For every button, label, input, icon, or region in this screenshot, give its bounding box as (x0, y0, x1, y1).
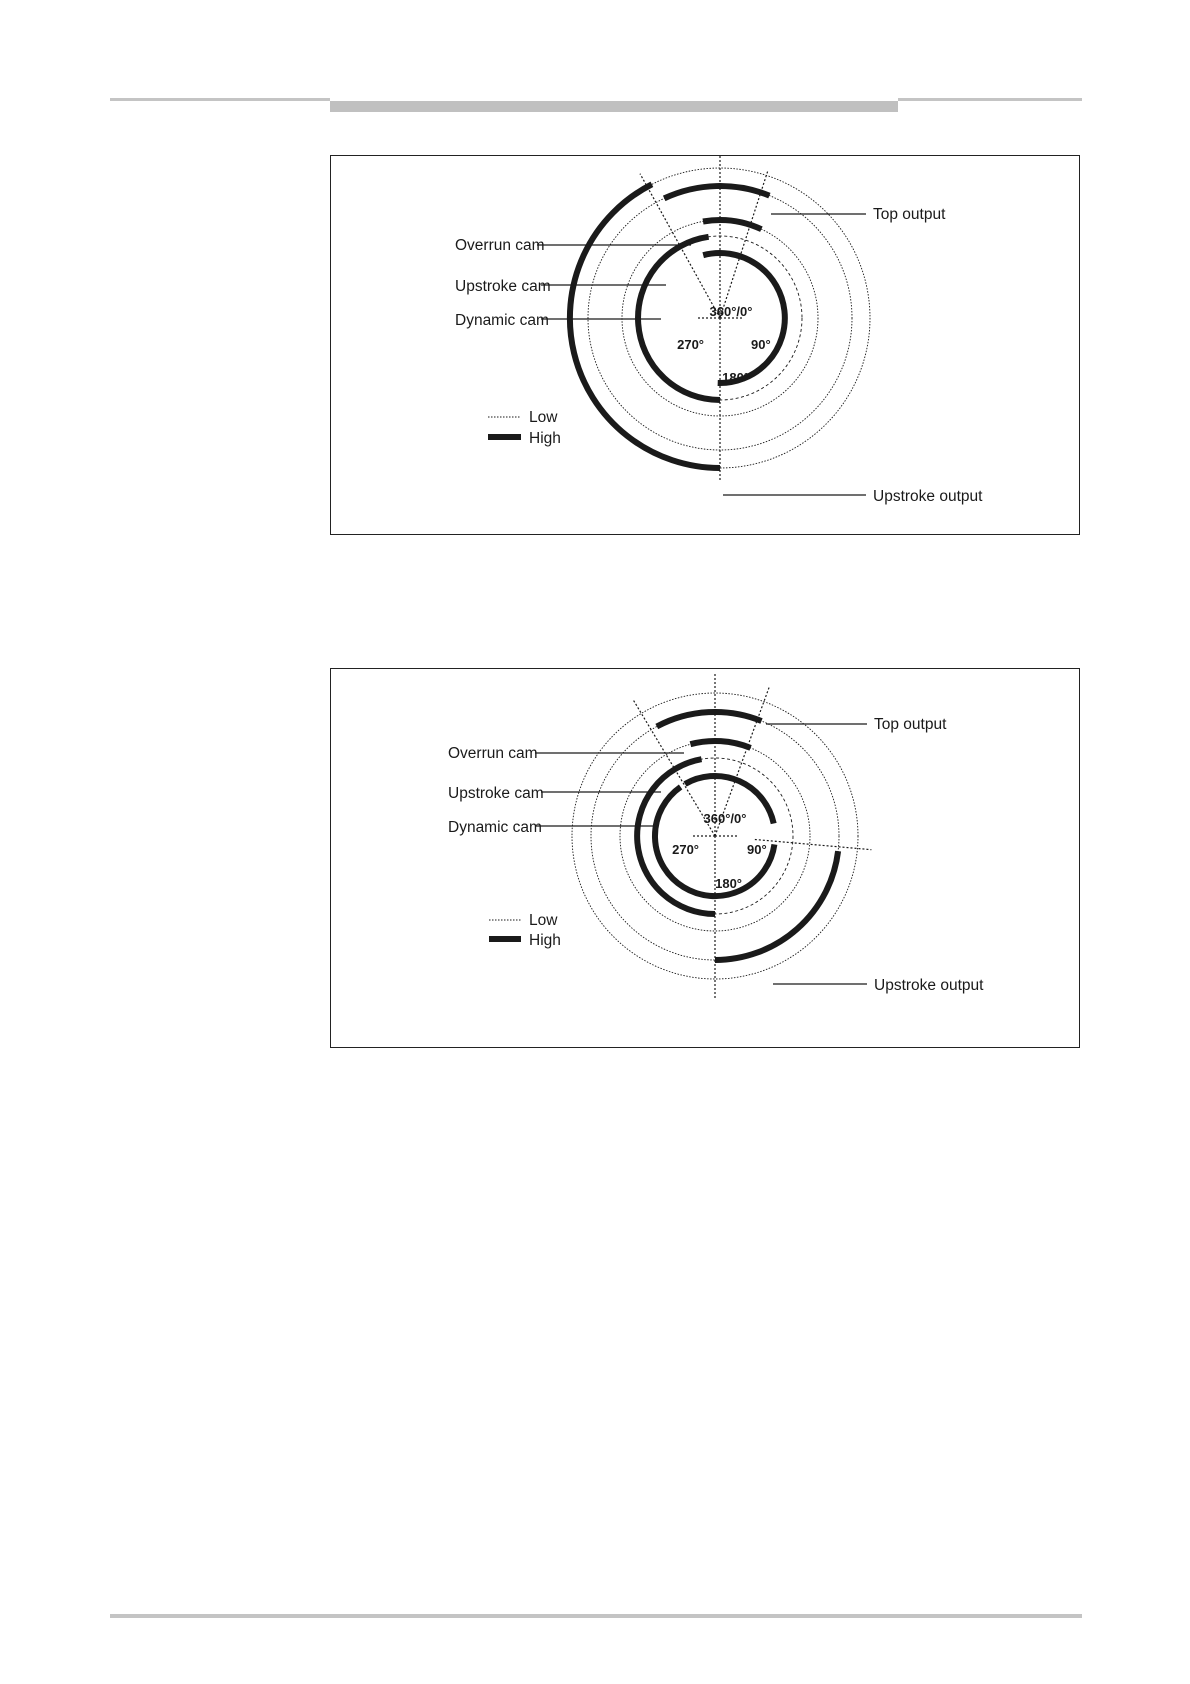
legend-high-label: High (529, 932, 561, 949)
leader-lines (535, 724, 867, 984)
dynamic-cam-label: Dynamic cam (448, 819, 542, 836)
dynamic-cam-label: Dynamic cam (455, 312, 549, 329)
cam-diagram-1-graphic (331, 156, 1081, 536)
overrun-cam-label: Overrun cam (455, 237, 545, 254)
upstroke-cam-label: Upstroke cam (455, 278, 551, 295)
overrun-cam-arc (690, 741, 750, 748)
upstroke-output-arc (715, 851, 838, 960)
angle-label-right: 90° (751, 337, 771, 352)
top-output-label: Top output (874, 716, 947, 733)
cam-diagram-2-graphic (331, 669, 1081, 1049)
header-bar (330, 101, 898, 112)
header-rule-right (898, 98, 1082, 101)
angle-label-left: 270° (672, 842, 699, 857)
angle-label-bottom: 180° (715, 876, 742, 891)
top-output-arc (657, 712, 762, 727)
legend-low-label: Low (529, 912, 558, 929)
upstroke-output-label: Upstroke output (873, 488, 983, 505)
cam-diagram-1 (330, 155, 1080, 535)
angle-label-top: 360°/0° (709, 304, 753, 319)
angle-label-left: 270° (677, 337, 704, 352)
footer-rule (110, 1614, 1082, 1618)
legend-high-label: High (529, 430, 561, 447)
angle-label-right: 90° (747, 842, 767, 857)
cam-diagram-2 (330, 668, 1080, 1048)
upstroke-output-label: Upstroke output (874, 977, 984, 994)
top-output-arc (664, 186, 769, 198)
high-state-arcs (637, 712, 838, 960)
overrun-cam-arc (703, 220, 761, 229)
upstroke-cam-label: Upstroke cam (448, 785, 544, 802)
legend-low-label: Low (529, 409, 558, 426)
angle-label-bottom: 180° (722, 370, 749, 385)
upstroke-cam-arc (637, 759, 715, 914)
header-rule-left (110, 98, 330, 101)
high-state-arcs (570, 184, 785, 468)
overrun-cam-label: Overrun cam (448, 745, 538, 762)
top-output-label: Top output (873, 206, 946, 223)
upstroke-output-arc (570, 184, 720, 468)
angle-label-top: 360°/0° (703, 811, 747, 826)
